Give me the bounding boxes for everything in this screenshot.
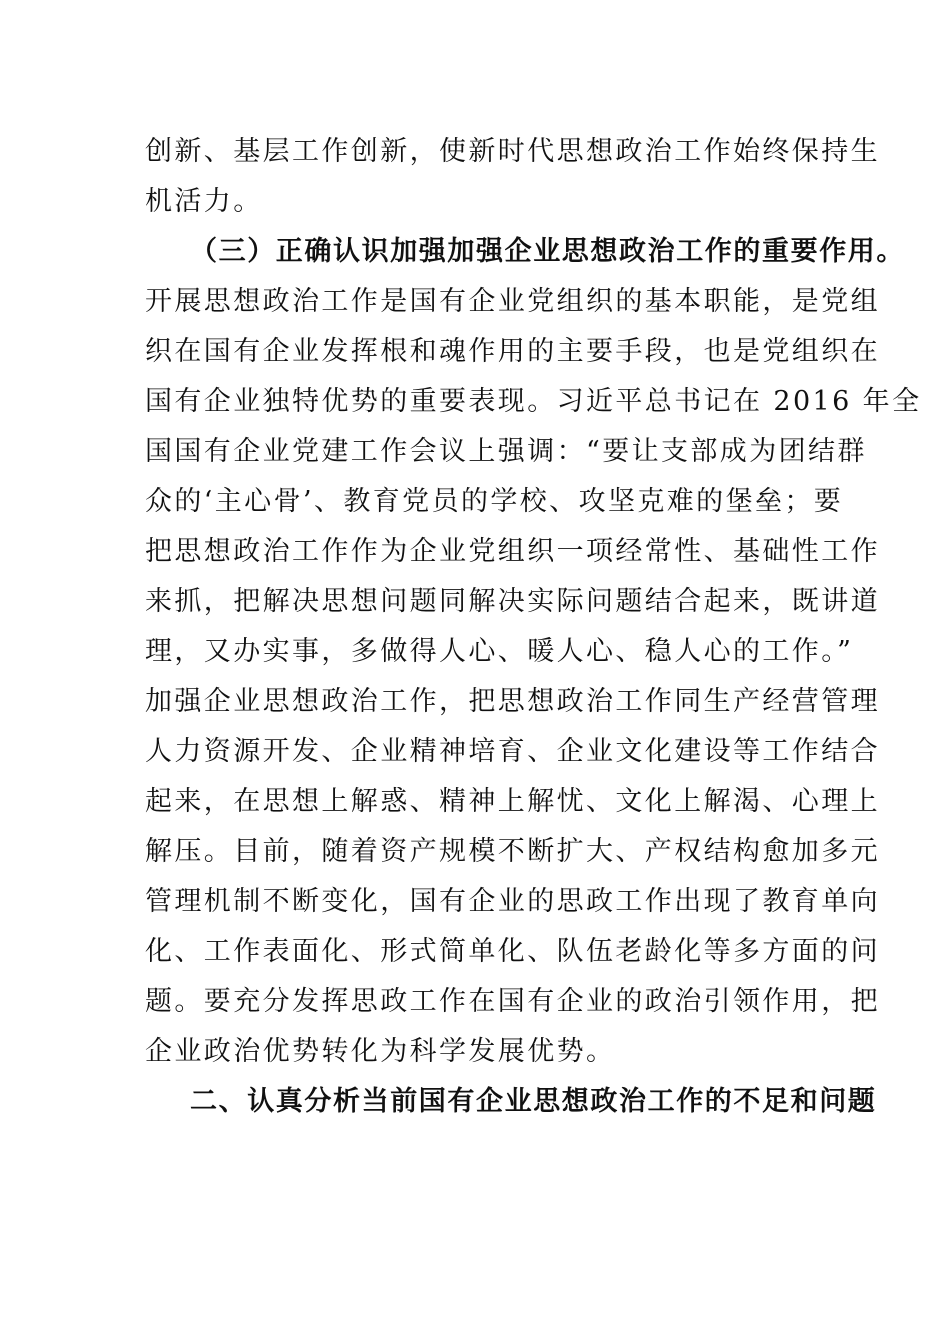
paragraph-line: 化、工作表面化、形式简单化、队伍老龄化等多方面的问 (145, 936, 880, 967)
paragraph-line: 来抓，把解决思想问题同解决实际问题结合起来，既讲道 (145, 586, 880, 617)
subsection-heading: （三）正确认识加强加强企业思想政治工作的重要作用。 (190, 236, 905, 267)
paragraph-line: 把思想政治工作作为企业党组织一项经常性、基础性工作 (145, 536, 880, 567)
paragraph-line: 织在国有企业发挥根和魂作用的主要手段，也是党组织在 (145, 336, 880, 367)
section-heading: 二、认真分析当前国有企业思想政治工作的不足和问题 (190, 1086, 877, 1117)
paragraph-line: 创新、基层工作创新，使新时代思想政治工作始终保持生 (145, 136, 880, 167)
paragraph-line: 理，又办实事，多做得人心、暖人心、稳人心的工作。” (145, 636, 854, 667)
paragraph-line: 起来，在思想上解惑、精神上解忧、文化上解渴、心理上 (145, 786, 880, 817)
paragraph-line: 企业政治优势转化为科学发展优势。 (145, 1036, 616, 1067)
paragraph-line: 机活力。 (145, 186, 263, 217)
paragraph-line: 开展思想政治工作是国有企业党组织的基本职能，是党组 (145, 286, 880, 317)
paragraph-line: 国国有企业党建工作会议上强调：“要让支部成为团结群 (145, 436, 867, 467)
paragraph-line: 加强企业思想政治工作，把思想政治工作同生产经营管理 (145, 686, 880, 717)
paragraph-line: 人力资源开发、企业精神培育、企业文化建设等工作结合 (145, 736, 880, 767)
paragraph-line: 管理机制不断变化，国有企业的思政工作出现了教育单向 (145, 886, 880, 917)
paragraph-line: 题。要充分发挥思政工作在国有企业的政治引领作用，把 (145, 986, 880, 1017)
paragraph-line: 解压。目前，随着资产规模不断扩大、产权结构愈加多元 (145, 836, 880, 867)
paragraph-line: 国有企业独特优势的重要表现。习近平总书记在 2016 年全 (145, 386, 922, 417)
paragraph-line: 众的‘主心骨’、教育党员的学校、攻坚克难的堡垒；要 (145, 486, 844, 517)
